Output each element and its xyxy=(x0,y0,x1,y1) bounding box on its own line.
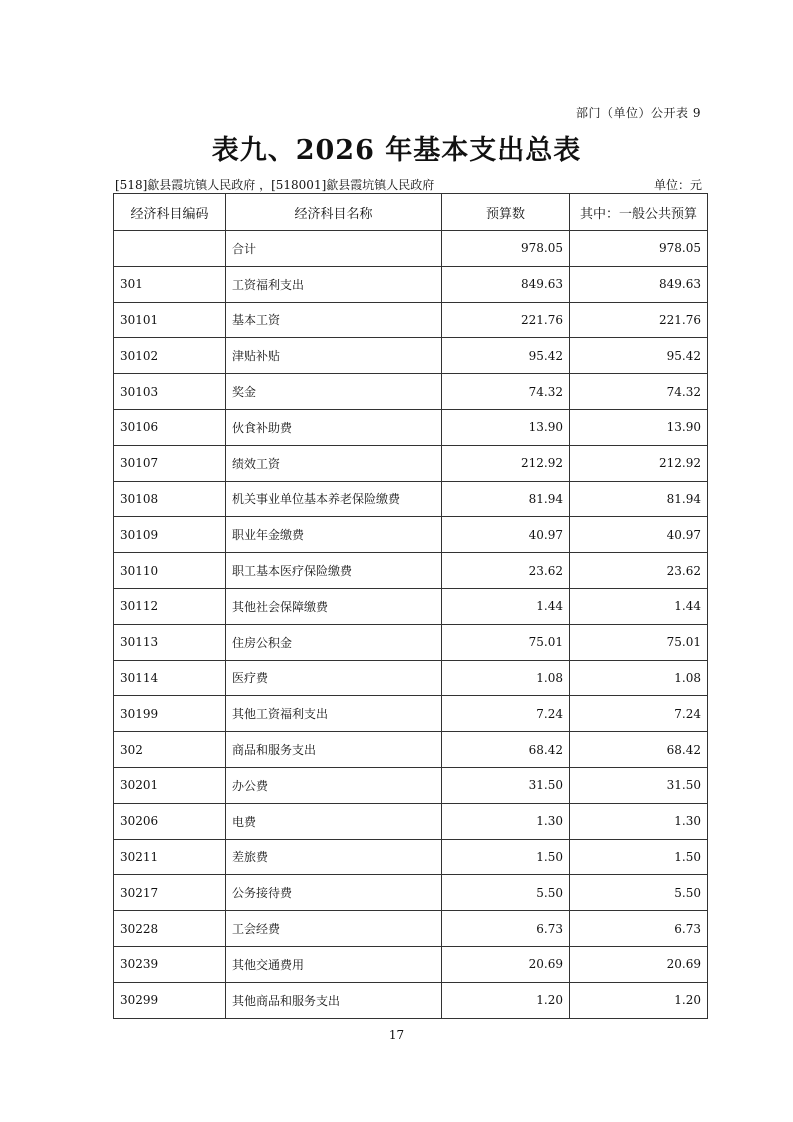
name-cell: 其他商品和服务支出 xyxy=(226,982,442,1018)
name-cell: 住房公积金 xyxy=(226,624,442,660)
name-cell: 差旅费 xyxy=(226,839,442,875)
name-cell: 基本工资 xyxy=(226,302,442,338)
code-cell: 30217 xyxy=(114,875,226,911)
column-header-code: 经济科目编码 xyxy=(114,194,226,231)
name-cell: 其他交通费用 xyxy=(226,946,442,982)
table-row xyxy=(114,588,708,624)
budget-cell: 23.62 xyxy=(442,553,570,589)
name-cell: 商品和服务支出 xyxy=(226,732,442,768)
code-cell: 30228 xyxy=(114,911,226,947)
general-budget-cell: 81.94 xyxy=(570,481,708,517)
code-cell: 30113 xyxy=(114,624,226,660)
budget-cell: 978.05 xyxy=(442,231,570,267)
table-row xyxy=(114,911,708,947)
name-cell: 公务接待费 xyxy=(226,875,442,911)
general-budget-cell: 221.76 xyxy=(570,302,708,338)
general-budget-cell: 13.90 xyxy=(570,409,708,445)
general-budget-cell: 1.08 xyxy=(570,660,708,696)
general-budget-cell: 74.32 xyxy=(570,374,708,410)
budget-table xyxy=(113,193,708,1019)
table-row xyxy=(114,946,708,982)
general-budget-cell: 5.50 xyxy=(570,875,708,911)
general-budget-cell: 1.44 xyxy=(570,588,708,624)
budget-cell: 81.94 xyxy=(442,481,570,517)
general-budget-cell: 23.62 xyxy=(570,553,708,589)
budget-cell: 13.90 xyxy=(442,409,570,445)
general-budget-cell: 1.50 xyxy=(570,839,708,875)
name-cell: 合计 xyxy=(226,231,442,267)
column-header-name: 经济科目名称 xyxy=(226,194,442,231)
code-cell: 30206 xyxy=(114,803,226,839)
table-row xyxy=(114,231,708,267)
budget-cell: 1.30 xyxy=(442,803,570,839)
general-budget-cell: 75.01 xyxy=(570,624,708,660)
code-cell: 30106 xyxy=(114,409,226,445)
code-cell: 302 xyxy=(114,732,226,768)
table-row xyxy=(114,839,708,875)
budget-cell: 1.20 xyxy=(442,982,570,1018)
name-cell: 办公费 xyxy=(226,767,442,803)
general-budget-cell: 1.30 xyxy=(570,803,708,839)
table-row xyxy=(114,803,708,839)
name-cell: 职业年金缴费 xyxy=(226,517,442,553)
general-budget-cell: 40.97 xyxy=(570,517,708,553)
organization-label: [518]歙县霞坑镇人民政府 ，[518001]歙县霞坑镇人民政府 xyxy=(115,178,435,192)
table-body xyxy=(114,231,708,1019)
name-cell: 绩效工资 xyxy=(226,445,442,481)
table-row xyxy=(114,481,708,517)
table-row xyxy=(114,445,708,481)
general-budget-cell: 212.92 xyxy=(570,445,708,481)
table-row xyxy=(114,767,708,803)
code-cell: 30107 xyxy=(114,445,226,481)
code-cell: 30114 xyxy=(114,660,226,696)
budget-cell: 1.44 xyxy=(442,588,570,624)
name-cell: 职工基本医疗保险缴费 xyxy=(226,553,442,589)
general-budget-cell: 978.05 xyxy=(570,231,708,267)
budget-cell: 1.50 xyxy=(442,839,570,875)
budget-cell: 212.92 xyxy=(442,445,570,481)
name-cell: 机关事业单位基本养老保险缴费 xyxy=(226,481,442,517)
table-row xyxy=(114,302,708,338)
form-label: 部门（单位）公开表 9 xyxy=(576,106,701,120)
table-row xyxy=(114,553,708,589)
name-cell: 其他社会保障缴费 xyxy=(226,588,442,624)
general-budget-cell: 1.20 xyxy=(570,982,708,1018)
column-header-budget: 预算数 xyxy=(442,194,570,231)
page-title: 表九、2026 年基本支出总表 xyxy=(211,135,582,166)
name-cell: 奖金 xyxy=(226,374,442,410)
name-cell: 其他工资福利支出 xyxy=(226,696,442,732)
name-cell: 工资福利支出 xyxy=(226,266,442,302)
budget-cell: 40.97 xyxy=(442,517,570,553)
name-cell: 工会经费 xyxy=(226,911,442,947)
budget-cell: 20.69 xyxy=(442,946,570,982)
code-cell: 30112 xyxy=(114,588,226,624)
code-cell: 30103 xyxy=(114,374,226,410)
code-cell: 30101 xyxy=(114,302,226,338)
column-header-general: 其中：一般公共预算 xyxy=(570,194,708,231)
code-cell xyxy=(114,231,226,267)
code-cell: 30102 xyxy=(114,338,226,374)
budget-cell: 849.63 xyxy=(442,266,570,302)
budget-cell: 31.50 xyxy=(442,767,570,803)
code-cell: 30110 xyxy=(114,553,226,589)
budget-cell: 95.42 xyxy=(442,338,570,374)
budget-cell: 221.76 xyxy=(442,302,570,338)
table-row xyxy=(114,875,708,911)
table-row xyxy=(114,266,708,302)
code-cell: 30239 xyxy=(114,946,226,982)
page-number: 17 xyxy=(388,1028,405,1042)
general-budget-cell: 20.69 xyxy=(570,946,708,982)
general-budget-cell: 6.73 xyxy=(570,911,708,947)
unit-label: 单位：元 xyxy=(653,178,702,192)
name-cell: 电费 xyxy=(226,803,442,839)
code-cell: 30211 xyxy=(114,839,226,875)
name-cell: 医疗费 xyxy=(226,660,442,696)
budget-cell: 6.73 xyxy=(442,911,570,947)
budget-cell: 1.08 xyxy=(442,660,570,696)
general-budget-cell: 31.50 xyxy=(570,767,708,803)
table-row xyxy=(114,517,708,553)
table-row xyxy=(114,624,708,660)
meta-row xyxy=(113,176,706,194)
name-cell: 伙食补助费 xyxy=(226,409,442,445)
table-row xyxy=(114,338,708,374)
code-cell: 30108 xyxy=(114,481,226,517)
general-budget-cell: 95.42 xyxy=(570,338,708,374)
code-cell: 30109 xyxy=(114,517,226,553)
budget-cell: 74.32 xyxy=(442,374,570,410)
table-header-row xyxy=(114,194,708,231)
budget-cell: 5.50 xyxy=(442,875,570,911)
code-cell: 30299 xyxy=(114,982,226,1018)
table-row xyxy=(114,982,708,1018)
table-row xyxy=(114,732,708,768)
budget-cell: 75.01 xyxy=(442,624,570,660)
table-row xyxy=(114,660,708,696)
code-cell: 301 xyxy=(114,266,226,302)
code-cell: 30199 xyxy=(114,696,226,732)
name-cell: 津贴补贴 xyxy=(226,338,442,374)
table-row xyxy=(114,374,708,410)
code-cell: 30201 xyxy=(114,767,226,803)
table-row xyxy=(114,409,708,445)
general-budget-cell: 68.42 xyxy=(570,732,708,768)
general-budget-cell: 7.24 xyxy=(570,696,708,732)
budget-cell: 7.24 xyxy=(442,696,570,732)
table-row xyxy=(114,696,708,732)
general-budget-cell: 849.63 xyxy=(570,266,708,302)
budget-cell: 68.42 xyxy=(442,732,570,768)
